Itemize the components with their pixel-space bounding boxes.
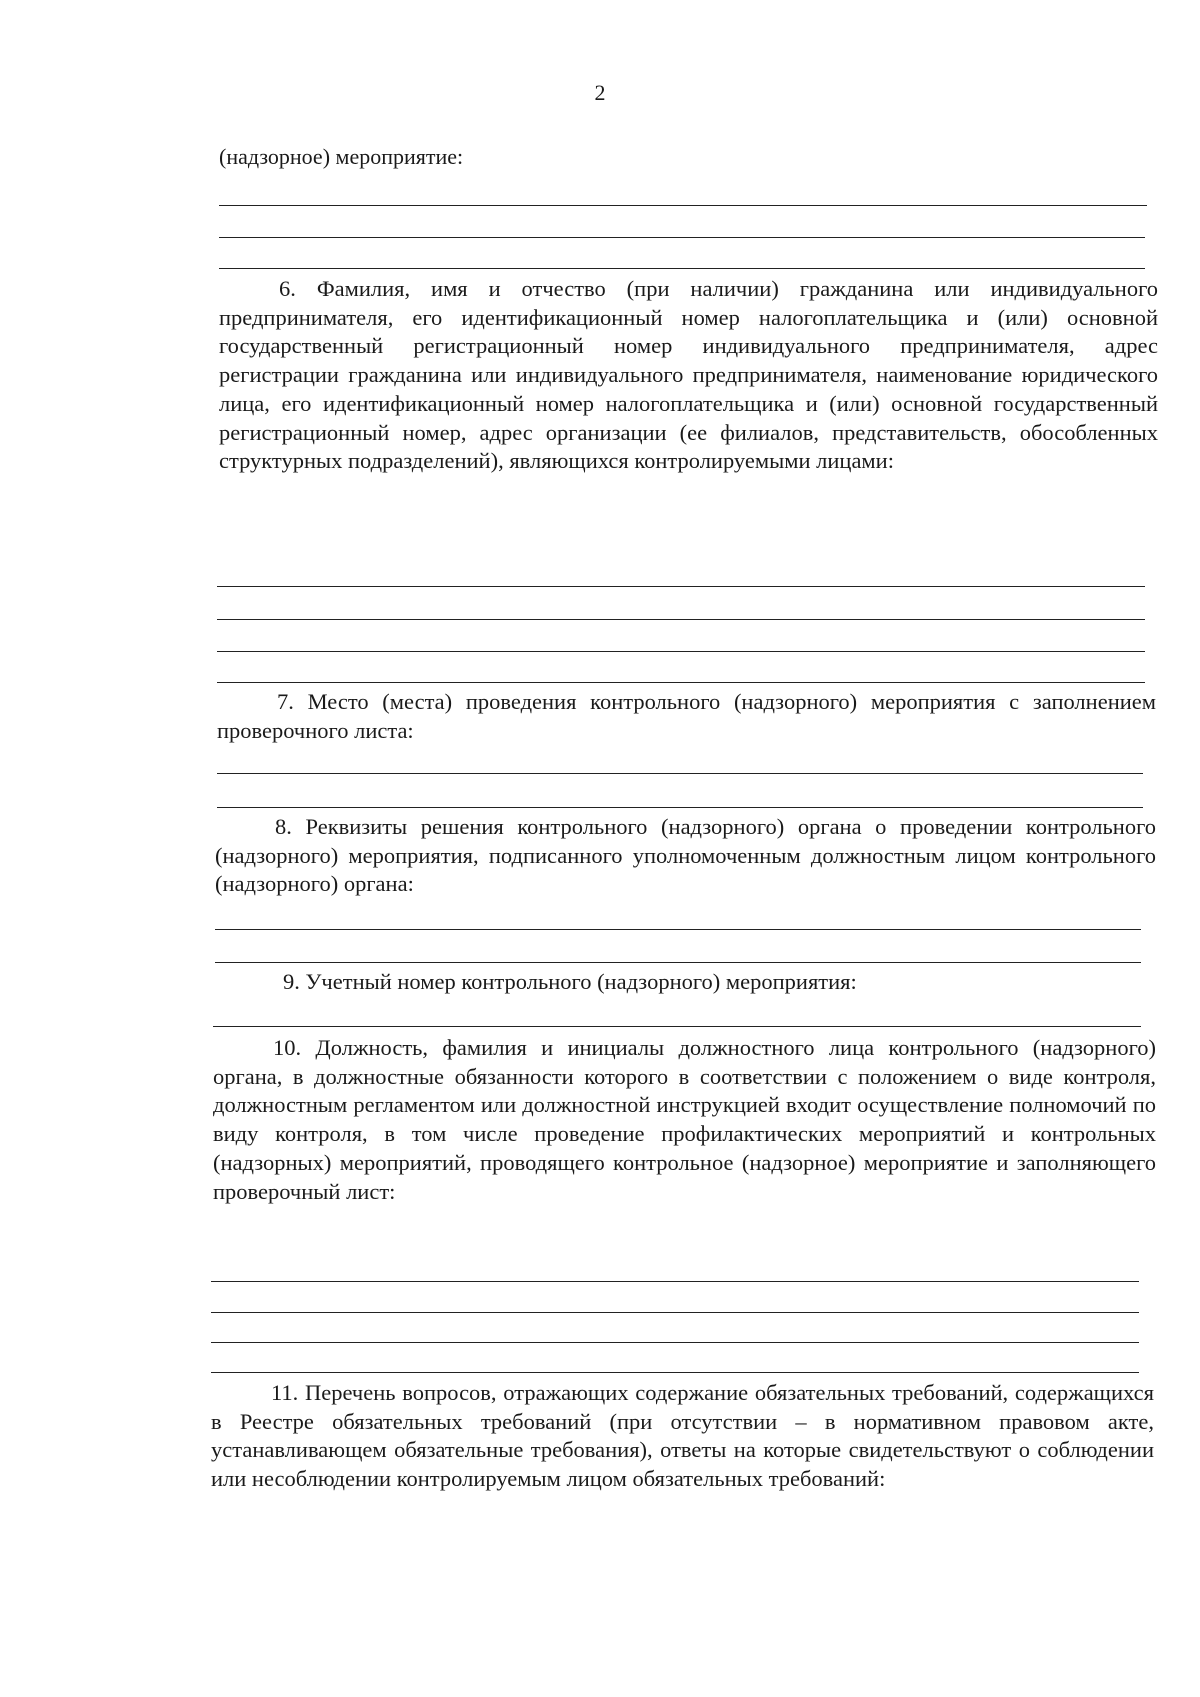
blank-line	[215, 929, 1141, 930]
item-9	[283, 969, 857, 995]
blank-line	[211, 1281, 1139, 1282]
item-8	[215, 813, 1156, 899]
blank-line	[213, 1026, 1141, 1027]
item-number: 7.	[277, 689, 294, 714]
item-11	[211, 1379, 1154, 1494]
item-text: Учетный номер контрольного (надзорного) мероприятия:	[305, 969, 857, 994]
blank-line	[215, 962, 1141, 963]
blank-line	[217, 807, 1143, 808]
blank-line	[217, 773, 1143, 774]
item-7	[217, 688, 1156, 745]
blank-line	[217, 619, 1145, 620]
blank-line	[217, 682, 1145, 683]
item-number: 11.	[271, 1380, 299, 1405]
continuation-text: (надзорное) мероприятие:	[219, 144, 464, 169]
item-number: 9.	[283, 969, 300, 994]
item-number: 6.	[279, 276, 296, 301]
blank-line	[211, 1372, 1139, 1373]
item-text: Фамилия, имя и отчество (при наличии) гражданина или индивидуального предпринимателя, его идентификационный номер налогоплательщика и (или) основной государственный регистрационный номер индивидуального предпринимателя, адрес регистрации гражданина или индивидуального предпринимателя, наименование юридического лица, его идентификационный номер налогоплательщика и (или) основной государственный регистрационный номер, адрес организации (ее филиалов, представительств, обособленных структурных подразделений), являющихся контролируемыми лицами:	[219, 276, 1158, 474]
blank-line	[219, 237, 1145, 238]
item-text: Место (места) проведения контрольного (надзорного) мероприятия с заполнением проверочного листа:	[217, 689, 1156, 743]
item-6	[219, 275, 1158, 476]
blank-line	[217, 651, 1145, 652]
item-text: Реквизиты решения контрольного (надзорного) органа о проведении контрольного (надзорного) мероприятия, подписанного уполномоченным должностным лицом контрольного (надзорного) органа:	[215, 814, 1157, 897]
blank-line	[219, 205, 1147, 206]
item-number: 8.	[275, 814, 292, 839]
item-text: Должность, фамилия и инициалы должностного лица контрольного (надзорного) органа, в должностные обязанности которого в соответствии с положением о виде контроля, должностным регламентом или должностной инструкцией входит осуществление полномочий по виду контроля, в том числе проведение профилактических мероприятий и контрольных (надзорных) мероприятий, проводящего контрольное (надзорное) мероприятие и заполняющего проверочный лист:	[213, 1035, 1156, 1204]
page-number: 2	[594, 80, 606, 105]
blank-line	[211, 1312, 1139, 1313]
blank-line	[219, 268, 1145, 269]
item-10	[213, 1034, 1156, 1206]
item-text: Перечень вопросов, отражающих содержание обязательных требований, содержащихся в Реестре обязательных требований (при отсутствии – в нормативном правовом акте, устанавливающем обязательные требования), ответы на которые свидетельствуют о соблюдении или несоблюдении контролируемым лицом обязательных требований:	[211, 1380, 1154, 1492]
blank-line	[217, 586, 1145, 587]
item-number: 10.	[273, 1035, 302, 1060]
blank-line	[211, 1342, 1139, 1343]
